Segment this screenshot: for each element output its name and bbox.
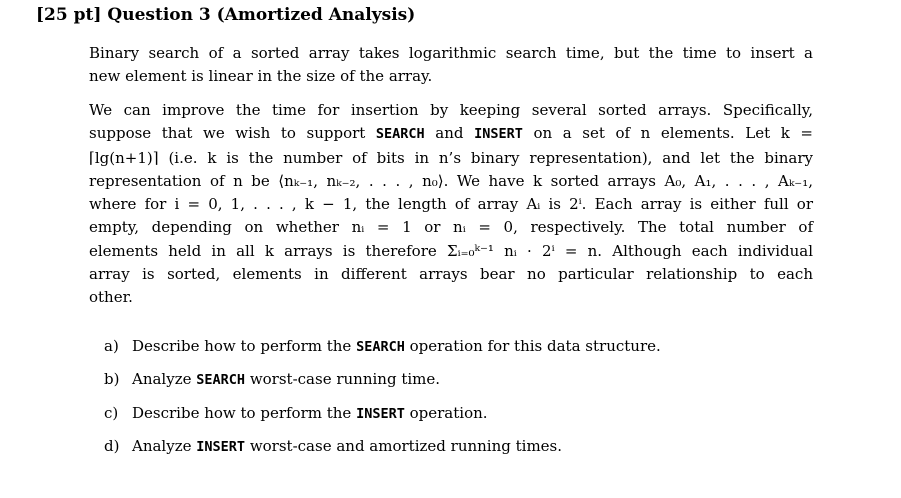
desc-line-2-b: and [424, 124, 475, 143]
part-code: INSERT [356, 405, 405, 422]
question-parts-list [104, 330, 661, 464]
description-paragraph [89, 99, 813, 310]
question-title: Question 3 (Amortized Analysis) [107, 5, 416, 25]
part-c [104, 397, 661, 430]
points-label: [25 pt] [36, 5, 102, 25]
part-d [104, 430, 661, 463]
intro-paragraph [89, 42, 813, 89]
part-text-pre: Analyze [132, 437, 197, 456]
part-text-post: operation for this data structure. [404, 337, 661, 355]
desc-line-9: other. [89, 288, 133, 307]
part-text-post: worst-case and amortized running times. [245, 437, 563, 456]
part-text-pre: Describe how to perform the [132, 403, 357, 422]
part-label: c) [104, 403, 119, 422]
part-code: SEARCH [196, 372, 246, 389]
desc-line-8: array is sorted, elements in different arrays bear no particular relationship to each [89, 265, 813, 284]
desc-line-2 [89, 122, 813, 146]
part-a [104, 330, 661, 363]
part-label: d) [104, 437, 120, 456]
intro-line-2: new element is linear in the size of the array. [89, 67, 433, 86]
desc-line-6: empty, depending on whether nᵢ = 1 or nᵢ = 0, respectively. The total number of [89, 218, 813, 237]
part-label: a) [104, 337, 119, 355]
desc-line-2-a: suppose that we wish to support [89, 124, 376, 143]
part-label: b) [104, 370, 120, 389]
part-text-pre: Describe how to perform the [132, 337, 357, 355]
desc-line-3: ⌈lg(n+1)⌉ (i.e. k is the number of bits in n’s binary representation), and let the binary [89, 148, 813, 167]
desc-line-7: elements held in all k arrays is therefore Σᵢ₌₀ᵏ⁻¹ nᵢ · 2ⁱ = n. Although each individual [89, 241, 813, 260]
question-heading [36, 4, 415, 26]
intro-line-1: Binary search of a sorted array takes logarithmic search time, but the time to insert a [89, 44, 813, 62]
desc-line-4: representation of n be ⟨nₖ₋₁, nₖ₋₂, . . . , n₀⟩. We have k sorted arrays A₀, A₁, . . . , Aₖ₋₁, [89, 171, 813, 190]
desc-line-2-c: on a set of n elements. Let k = [522, 124, 813, 143]
part-code: INSERT [196, 439, 246, 456]
part-text-post: worst-case running time. [245, 370, 441, 389]
search-keyword: SEARCH [375, 126, 425, 143]
part-text-pre: Analyze [132, 370, 197, 389]
insert-keyword: INSERT [474, 126, 523, 143]
part-b [104, 363, 661, 396]
desc-line-5: where for i = 0, 1, . . . , k − 1, the length of array Aᵢ is 2ⁱ. Each array is either full or [89, 195, 813, 214]
part-code: SEARCH [356, 339, 405, 355]
desc-line-1: We can improve the time for insertion by keeping several sorted arrays. Specifically, [89, 101, 813, 119]
part-text-post: operation. [404, 403, 488, 422]
